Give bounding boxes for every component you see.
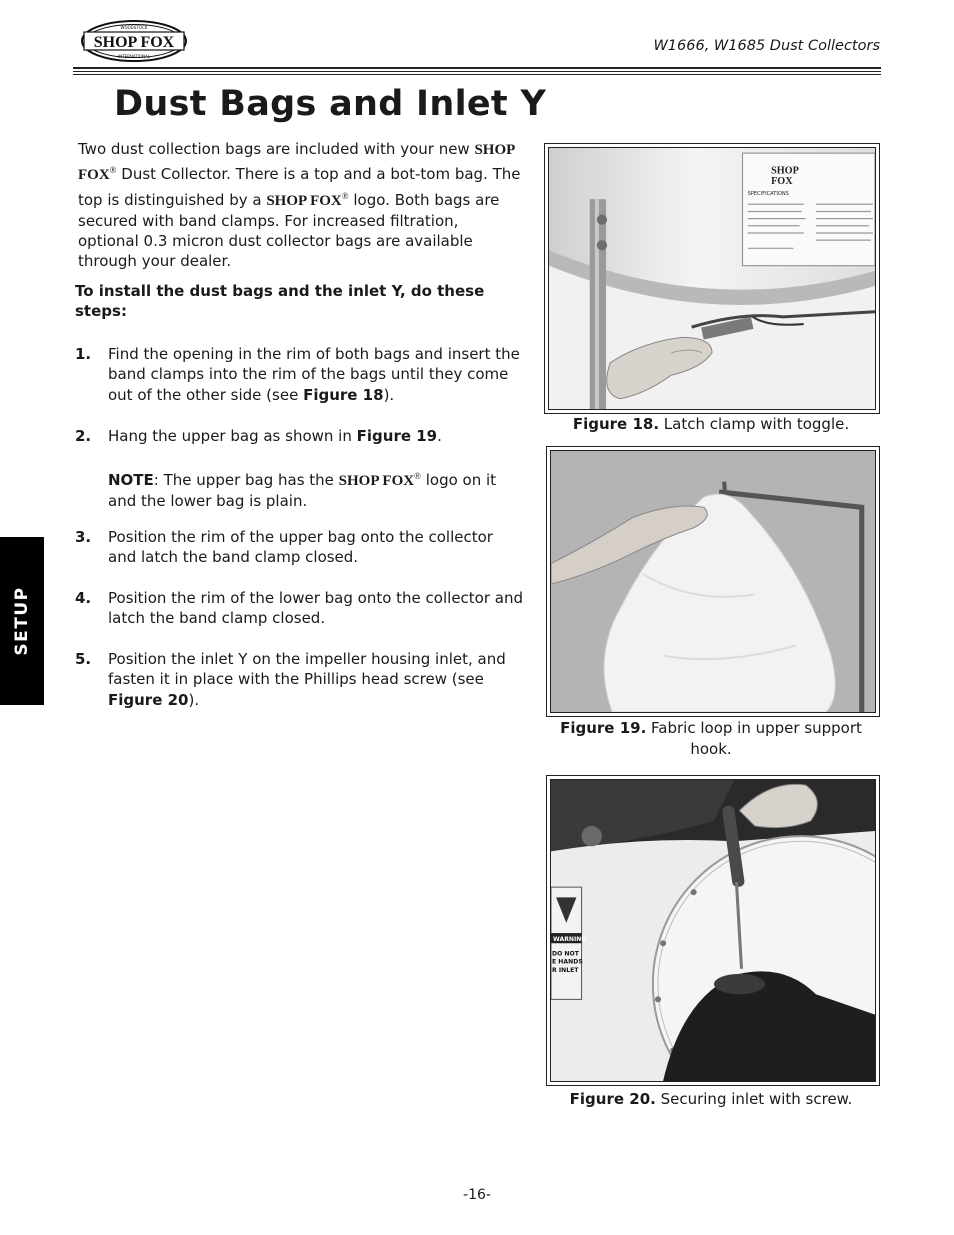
step-number: 4. xyxy=(75,589,92,607)
fabric-loop-photo xyxy=(551,451,875,712)
warning-label-header: WARNING xyxy=(553,936,587,944)
logo-top-text: WOODSTOCK xyxy=(120,25,148,30)
warning-label-text: E HANDS xyxy=(552,958,583,966)
page-number: -16- xyxy=(463,1187,491,1203)
intro-paragraph: Two dust collection bags are included with your new SHOP FOX® Dust Collector. There is a top and a bot-tom bag. The top is distinguished by a SHOP FOX® logo. Both bags are secured with band clamps. For increased filtration, optional 0.3 micron dust collector bags are available through your dealer. xyxy=(78,140,521,271)
figure-reference: Figure 20 xyxy=(108,690,189,709)
figure-18-caption: Figure 18. Latch clamp with toggle. xyxy=(572,415,850,433)
step-text: Find the opening in the rim of both bags and insert the band clamps into the rim of the bags until they come out of the other side (see Figure 18). xyxy=(108,345,520,404)
step-text: Position the rim of the upper bag onto the collector and latch the band clamp closed. xyxy=(108,528,493,567)
label-specifications-title: SPECIFICATIONS xyxy=(747,191,789,198)
page-title: Dust Bags and Inlet Y xyxy=(114,84,547,124)
model-title: W1666, W1685 Dust Collectors xyxy=(653,38,880,54)
logo-wordmark: SHOP FOX xyxy=(93,34,175,51)
step-number: 3. xyxy=(75,528,92,546)
brand-name: SHOP FOX® xyxy=(266,190,349,209)
figure-18-photo xyxy=(544,143,880,414)
figure-20-caption: Figure 20. Securing inlet with screw. xyxy=(569,1090,853,1108)
figure-19-caption: Figure 19. Fabric loop in upper support hook. xyxy=(560,719,862,758)
note-label: NOTE xyxy=(108,471,154,489)
latch-clamp-photo xyxy=(549,148,875,409)
logo-bottom-text: INTERNATIONAL xyxy=(117,54,151,59)
section-side-tab xyxy=(0,537,44,705)
warning-label-text: R INLET xyxy=(552,966,579,974)
step-number: 1. xyxy=(75,345,92,363)
step-text: Position the rim of the lower bag onto the collector and latch the band clamp closed. xyxy=(108,589,524,628)
step-text: Position the inlet Y on the impeller housing inlet, and fasten it in place with the Phillips head screw (see Figure 20). xyxy=(108,650,506,709)
header-rule xyxy=(73,67,881,69)
figure-reference: Figure 19 xyxy=(356,427,438,445)
figure-19-photo xyxy=(546,446,880,717)
brand-name: SHOP FOX® xyxy=(78,142,515,184)
step-number: 5. xyxy=(75,650,92,668)
step-text: Hang the upper bag as shown in Figure 19. xyxy=(108,427,442,445)
step-number: 2. xyxy=(75,427,92,445)
figure-reference: Figure 18 xyxy=(303,385,384,404)
note-text: NOTE: The upper bag has the SHOP FOX® logo on it and the lower bag is plain. xyxy=(108,471,497,511)
figure-20-photo xyxy=(546,775,880,1086)
header-rule xyxy=(73,71,881,72)
warning-label-text: DO NOT xyxy=(552,950,579,958)
steps-heading: To install the dust bags and the inlet Y, do these steps: xyxy=(75,282,485,321)
brand-name: SHOP FOX® xyxy=(338,471,421,489)
label-brand-text: FOX xyxy=(771,175,793,187)
inlet-screw-photo xyxy=(551,780,875,1081)
side-tab-label: SETUP xyxy=(12,586,32,656)
header-rule xyxy=(73,74,881,75)
shop-fox-logo xyxy=(80,18,188,64)
label-brand-text: SHOP xyxy=(771,165,799,177)
